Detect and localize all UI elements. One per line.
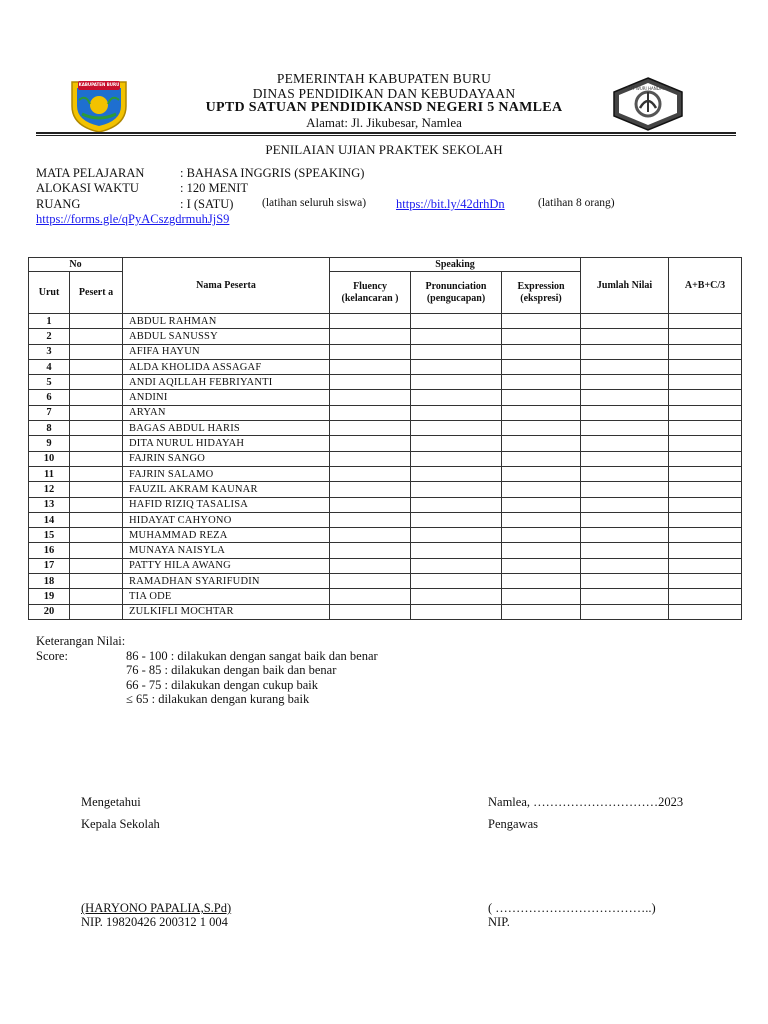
row-urut: 6 bbox=[29, 390, 70, 405]
row-fluency-cell bbox=[330, 405, 411, 420]
row-formula-cell bbox=[669, 604, 742, 619]
table-row bbox=[29, 558, 742, 573]
row-formula-cell bbox=[669, 344, 742, 359]
row-formula-cell bbox=[669, 574, 742, 589]
keterangan-title: Keterangan Nilai: bbox=[36, 634, 126, 648]
row-expression-cell bbox=[502, 558, 581, 573]
row-nama: ANDINI bbox=[123, 390, 330, 405]
latihan-seluruh-note: (latihan seluruh siswa) bbox=[262, 197, 367, 209]
header-department: DINAS PENDIDIKAN DAN KEBUDAYAAN bbox=[252, 86, 516, 101]
row-pronunciation-cell bbox=[411, 314, 502, 329]
row-nama: FAUZIL AKRAM KAUNAR bbox=[123, 482, 330, 497]
score-range-4: ≤ 65 : dilakukan dengan kurang baik bbox=[126, 692, 310, 706]
row-jumlah-cell bbox=[581, 375, 669, 390]
col-expression: Expression (ekspresi) bbox=[502, 272, 581, 314]
header-rule-thick bbox=[36, 132, 736, 134]
row-nama: ZULKIFLI MOCHTAR bbox=[123, 604, 330, 619]
row-fluency-cell bbox=[330, 436, 411, 451]
row-urut: 3 bbox=[29, 344, 70, 359]
score-table bbox=[28, 257, 742, 620]
row-expression-cell bbox=[502, 574, 581, 589]
row-fluency-cell bbox=[330, 451, 411, 466]
row-nama: ABDUL SANUSSY bbox=[123, 329, 330, 344]
row-expression-cell bbox=[502, 604, 581, 619]
sig-left-role: Kepala Sekolah bbox=[81, 817, 160, 831]
row-pronunciation-cell bbox=[411, 466, 502, 481]
sig-left-mengetahui: Mengetahui bbox=[81, 795, 141, 809]
row-jumlah-cell bbox=[581, 604, 669, 619]
header-government: PEMERINTAH KABUPATEN BURU bbox=[276, 71, 492, 86]
row-nama: MUHAMMAD REZA bbox=[123, 528, 330, 543]
score-range-1: 86 - 100 : dilakukan dengan sangat baik dan benar bbox=[126, 649, 378, 663]
row-nama: DITA NURUL HIDAYAH bbox=[123, 436, 330, 451]
row-nama: ALDA KHOLIDA ASSAGAF bbox=[123, 359, 330, 374]
score-range-2: 76 - 85 : dilakukan dengan baik dan benar bbox=[126, 663, 337, 677]
row-urut: 13 bbox=[29, 497, 70, 512]
row-urut: 9 bbox=[29, 436, 70, 451]
row-fluency-cell bbox=[330, 421, 411, 436]
row-formula-cell bbox=[669, 421, 742, 436]
row-fluency-cell bbox=[330, 497, 411, 512]
row-formula-cell bbox=[669, 466, 742, 481]
row-nama: BAGAS ABDUL HARIS bbox=[123, 421, 330, 436]
table-row bbox=[29, 466, 742, 481]
row-urut: 5 bbox=[29, 375, 70, 390]
row-expression-cell bbox=[502, 589, 581, 604]
row-pronunciation-cell bbox=[411, 497, 502, 512]
row-fluency-cell bbox=[330, 512, 411, 527]
row-nama: PATTY HILA AWANG bbox=[123, 558, 330, 573]
row-formula-cell bbox=[669, 314, 742, 329]
sig-right-role: Pengawas bbox=[488, 817, 538, 831]
row-fluency-cell bbox=[330, 375, 411, 390]
table-row bbox=[29, 375, 742, 390]
row-peserta-cell bbox=[70, 421, 123, 436]
row-jumlah-cell bbox=[581, 390, 669, 405]
row-jumlah-cell bbox=[581, 329, 669, 344]
google-form-link[interactable]: https://forms.gle/qPyACszgdrmuhJjS9 bbox=[36, 212, 230, 226]
row-expression-cell bbox=[502, 421, 581, 436]
row-urut: 14 bbox=[29, 512, 70, 527]
row-formula-cell bbox=[669, 436, 742, 451]
row-jumlah-cell bbox=[581, 558, 669, 573]
row-pronunciation-cell bbox=[411, 589, 502, 604]
table-row bbox=[29, 359, 742, 374]
row-pronunciation-cell bbox=[411, 436, 502, 451]
col-fluency: Fluency (kelancaran ) bbox=[330, 272, 411, 314]
row-formula-cell bbox=[669, 375, 742, 390]
row-fluency-cell bbox=[330, 329, 411, 344]
row-peserta-cell bbox=[70, 329, 123, 344]
row-pronunciation-cell bbox=[411, 574, 502, 589]
col-no: No bbox=[29, 258, 123, 272]
row-pronunciation-cell bbox=[411, 512, 502, 527]
table-row bbox=[29, 451, 742, 466]
row-expression-cell bbox=[502, 543, 581, 558]
sig-right-name: ( ………………………………..) bbox=[488, 901, 656, 915]
col-speaking: Speaking bbox=[330, 258, 581, 272]
score-range-3: 66 - 75 : dilakukan dengan cukup baik bbox=[126, 678, 318, 692]
row-expression-cell bbox=[502, 375, 581, 390]
row-fluency-cell bbox=[330, 543, 411, 558]
row-urut: 15 bbox=[29, 528, 70, 543]
row-formula-cell bbox=[669, 589, 742, 604]
table-row bbox=[29, 574, 742, 589]
row-nama: FAJRIN SALAMO bbox=[123, 466, 330, 481]
row-pronunciation-cell bbox=[411, 604, 502, 619]
logo-right-caption: TUT WURI HANDAYANI bbox=[626, 86, 672, 91]
row-expression-cell bbox=[502, 405, 581, 420]
row-jumlah-cell bbox=[581, 451, 669, 466]
row-peserta-cell bbox=[70, 314, 123, 329]
latihan-8-note: (latihan 8 orang) bbox=[538, 197, 615, 209]
row-urut: 7 bbox=[29, 405, 70, 420]
table-row bbox=[29, 528, 742, 543]
table-row bbox=[29, 405, 742, 420]
alokasi-label: ALOKASI WAKTU bbox=[36, 181, 139, 195]
row-fluency-cell bbox=[330, 344, 411, 359]
row-jumlah-cell bbox=[581, 574, 669, 589]
row-urut: 18 bbox=[29, 574, 70, 589]
alokasi-value: : 120 MENIT bbox=[180, 181, 249, 195]
document-title: PENILAIAN UJIAN PRAKTEK SEKOLAH bbox=[265, 142, 503, 157]
row-jumlah-cell bbox=[581, 497, 669, 512]
header-rule-thin bbox=[36, 135, 736, 136]
row-formula-cell bbox=[669, 512, 742, 527]
row-expression-cell bbox=[502, 344, 581, 359]
row-jumlah-cell bbox=[581, 359, 669, 374]
row-pronunciation-cell bbox=[411, 405, 502, 420]
row-nama: AFIFA HAYUN bbox=[123, 344, 330, 359]
row-peserta-cell bbox=[70, 436, 123, 451]
row-jumlah-cell bbox=[581, 405, 669, 420]
row-expression-cell bbox=[502, 359, 581, 374]
row-peserta-cell bbox=[70, 390, 123, 405]
row-peserta-cell bbox=[70, 466, 123, 481]
table-row bbox=[29, 314, 742, 329]
row-fluency-cell bbox=[330, 589, 411, 604]
row-formula-cell bbox=[669, 543, 742, 558]
row-urut: 19 bbox=[29, 589, 70, 604]
table-row bbox=[29, 497, 742, 512]
col-urut: Urut bbox=[29, 272, 70, 314]
table-row bbox=[29, 604, 742, 619]
row-pronunciation-cell bbox=[411, 528, 502, 543]
row-nama: HIDAYAT CAHYONO bbox=[123, 512, 330, 527]
row-peserta-cell bbox=[70, 604, 123, 619]
table-row bbox=[29, 482, 742, 497]
row-pronunciation-cell bbox=[411, 344, 502, 359]
row-peserta-cell bbox=[70, 405, 123, 420]
row-jumlah-cell bbox=[581, 344, 669, 359]
row-nama: HAFID RIZIQ TASALISA bbox=[123, 497, 330, 512]
row-fluency-cell bbox=[330, 314, 411, 329]
header-address: Alamat: Jl. Jikubesar, Namlea bbox=[306, 115, 462, 130]
row-pronunciation-cell bbox=[411, 390, 502, 405]
row-expression-cell bbox=[502, 390, 581, 405]
row-pronunciation-cell bbox=[411, 359, 502, 374]
row-peserta-cell bbox=[70, 359, 123, 374]
row-peserta-cell bbox=[70, 482, 123, 497]
row-urut: 2 bbox=[29, 329, 70, 344]
row-fluency-cell bbox=[330, 528, 411, 543]
row-fluency-cell bbox=[330, 466, 411, 481]
row-nama: ABDUL RAHMAN bbox=[123, 314, 330, 329]
row-urut: 1 bbox=[29, 314, 70, 329]
row-formula-cell bbox=[669, 329, 742, 344]
row-formula-cell bbox=[669, 405, 742, 420]
row-urut: 8 bbox=[29, 421, 70, 436]
row-urut: 20 bbox=[29, 604, 70, 619]
row-peserta-cell bbox=[70, 497, 123, 512]
col-jumlah: Jumlah Nilai bbox=[581, 258, 669, 314]
row-jumlah-cell bbox=[581, 314, 669, 329]
row-peserta-cell bbox=[70, 558, 123, 573]
row-expression-cell bbox=[502, 512, 581, 527]
row-formula-cell bbox=[669, 390, 742, 405]
row-fluency-cell bbox=[330, 604, 411, 619]
row-formula-cell bbox=[669, 359, 742, 374]
row-expression-cell bbox=[502, 451, 581, 466]
row-nama: ANDI AQILLAH FEBRIYANTI bbox=[123, 375, 330, 390]
row-peserta-cell bbox=[70, 543, 123, 558]
col-pronunciation: Pronunciation (pengucapan) bbox=[411, 272, 502, 314]
row-nama: RAMADHAN SYARIFUDIN bbox=[123, 574, 330, 589]
row-fluency-cell bbox=[330, 390, 411, 405]
row-pronunciation-cell bbox=[411, 558, 502, 573]
row-formula-cell bbox=[669, 497, 742, 512]
row-expression-cell bbox=[502, 436, 581, 451]
row-pronunciation-cell bbox=[411, 421, 502, 436]
row-expression-cell bbox=[502, 466, 581, 481]
row-fluency-cell bbox=[330, 482, 411, 497]
row-peserta-cell bbox=[70, 344, 123, 359]
row-peserta-cell bbox=[70, 574, 123, 589]
logo-left-caption: KABUPATEN BURU bbox=[78, 82, 120, 87]
row-nama: TIA ODE bbox=[123, 589, 330, 604]
row-fluency-cell bbox=[330, 574, 411, 589]
row-peserta-cell bbox=[70, 451, 123, 466]
row-expression-cell bbox=[502, 528, 581, 543]
table-row bbox=[29, 390, 742, 405]
row-jumlah-cell bbox=[581, 528, 669, 543]
col-formula: A+B+C/3 bbox=[669, 258, 742, 314]
row-pronunciation-cell bbox=[411, 329, 502, 344]
row-urut: 4 bbox=[29, 359, 70, 374]
row-urut: 11 bbox=[29, 466, 70, 481]
col-peserta: Pesert a bbox=[70, 272, 123, 314]
table-row bbox=[29, 344, 742, 359]
table-row bbox=[29, 436, 742, 451]
row-jumlah-cell bbox=[581, 482, 669, 497]
row-pronunciation-cell bbox=[411, 375, 502, 390]
row-jumlah-cell bbox=[581, 543, 669, 558]
ruang-label: RUANG bbox=[36, 197, 81, 211]
col-nama: Nama Peserta bbox=[123, 258, 330, 314]
row-expression-cell bbox=[502, 329, 581, 344]
row-urut: 10 bbox=[29, 451, 70, 466]
row-peserta-cell bbox=[70, 528, 123, 543]
row-pronunciation-cell bbox=[411, 543, 502, 558]
ruang-value: : I (SATU) bbox=[180, 197, 234, 211]
row-pronunciation-cell bbox=[411, 451, 502, 466]
mapel-value: : BAHASA INGGRIS (SPEAKING) bbox=[180, 166, 365, 180]
score-label: Score: bbox=[36, 649, 68, 663]
row-nama: ARYAN bbox=[123, 405, 330, 420]
row-formula-cell bbox=[669, 451, 742, 466]
table-row bbox=[29, 329, 742, 344]
row-formula-cell bbox=[669, 528, 742, 543]
row-peserta-cell bbox=[70, 512, 123, 527]
table-row bbox=[29, 543, 742, 558]
row-fluency-cell bbox=[330, 359, 411, 374]
row-jumlah-cell bbox=[581, 421, 669, 436]
sig-left-name: (HARYONO PAPALIA,S.Pd) bbox=[81, 901, 232, 915]
header-school: UPTD SATUAN PENDIDIKANSD NEGERI 5 NAMLEA bbox=[205, 100, 563, 115]
row-peserta-cell bbox=[70, 375, 123, 390]
row-jumlah-cell bbox=[581, 589, 669, 604]
row-urut: 12 bbox=[29, 482, 70, 497]
row-nama: MUNAYA NAISYLA bbox=[123, 543, 330, 558]
row-urut: 17 bbox=[29, 558, 70, 573]
sig-right-nip: NIP. bbox=[488, 915, 510, 929]
table-row bbox=[29, 512, 742, 527]
row-expression-cell bbox=[502, 497, 581, 512]
row-nama: FAJRIN SANGO bbox=[123, 451, 330, 466]
sig-left-nip: NIP. 19820426 200312 1 004 bbox=[81, 915, 228, 929]
sig-right-place-date: Namlea, …………………………2023 bbox=[488, 795, 684, 809]
row-jumlah-cell bbox=[581, 512, 669, 527]
table-row bbox=[29, 589, 742, 604]
mapel-label: MATA PELAJARAN bbox=[36, 166, 145, 180]
row-formula-cell bbox=[669, 482, 742, 497]
row-jumlah-cell bbox=[581, 436, 669, 451]
row-expression-cell bbox=[502, 482, 581, 497]
row-formula-cell bbox=[669, 558, 742, 573]
row-fluency-cell bbox=[330, 558, 411, 573]
row-peserta-cell bbox=[70, 589, 123, 604]
row-expression-cell bbox=[502, 314, 581, 329]
row-pronunciation-cell bbox=[411, 482, 502, 497]
row-urut: 16 bbox=[29, 543, 70, 558]
row-jumlah-cell bbox=[581, 466, 669, 481]
table-row bbox=[29, 421, 742, 436]
bitly-link[interactable]: https://bit.ly/42drhDn bbox=[396, 197, 505, 211]
